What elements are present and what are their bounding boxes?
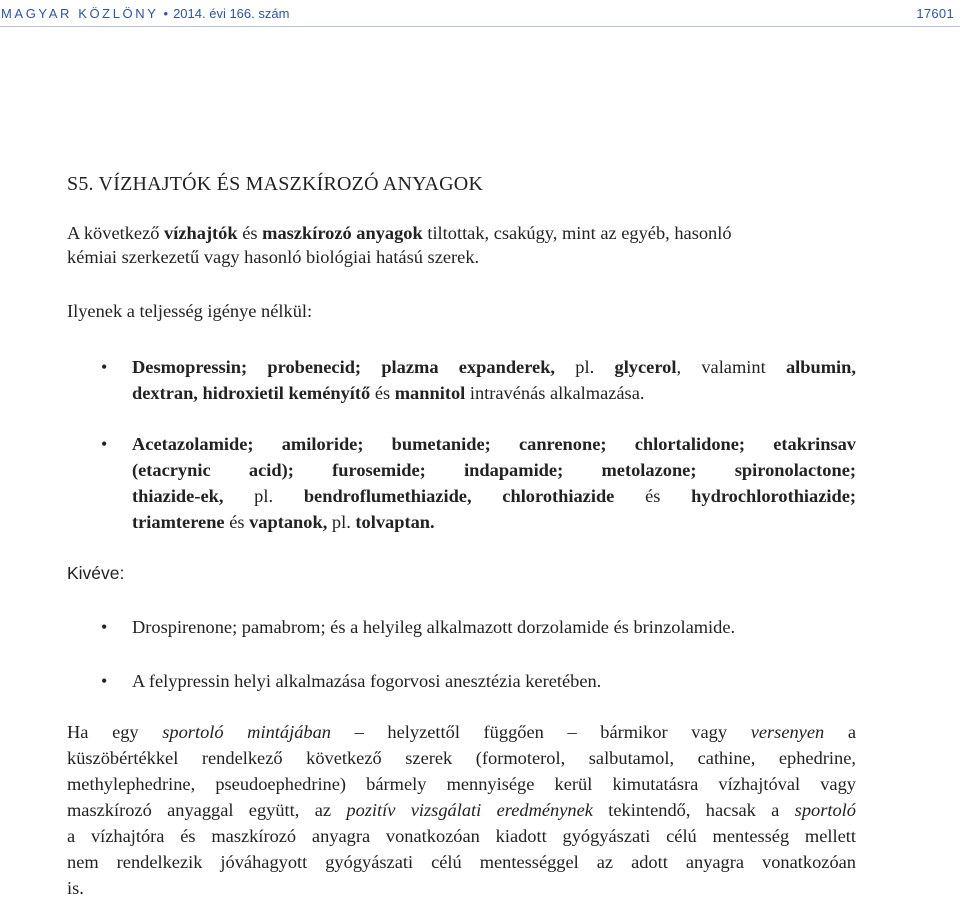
intro-paragraph: [67, 221, 857, 269]
list-item-1: [132, 354, 856, 406]
closing-line-4: maszkírozó anyaggal együtt, az pozitív vizsgálati eredménynek tekintendő, hacsak a sportoló: [67, 800, 856, 820]
except-item-1: Drospirenone; pamabrom; és a helyileg alkalmazott dorzolamide és brinzolamide.: [132, 617, 736, 637]
bullet-icon: •: [101, 671, 108, 691]
list-item-2-line-4: triamterene és vaptanok, pl. tolvaptan.: [132, 512, 435, 532]
bullet-icon: •: [101, 434, 108, 454]
issue-number: 2014. évi 166. szám: [173, 6, 290, 21]
list-item-2-line-2: (etacrynic acid); furosemide; indapamide; metolazone; spironolactone;: [132, 460, 856, 480]
bullet-icon: •: [101, 617, 108, 637]
closing-line-7: is.: [67, 878, 84, 898]
page-number: 17601: [916, 6, 954, 21]
closing-line-1: Ha egy sportoló mintájában – helyzettől függően – bármikor vagy versenyen a: [67, 722, 857, 742]
header-separator: •: [163, 6, 169, 21]
closing-line-5: a vízhajtóra és maszkírozó anyagra vonatkozóan kiadott gyógyászati célú mentesség mellett: [67, 826, 856, 846]
closing-paragraph: [67, 719, 856, 901]
intro-line-2: kémiai szerkezetű vagy hasonló biológiai hatású szerek.: [67, 247, 480, 267]
list-item-2-line-1: Acetazolamide; amiloride; bumetanide; canrenone; chlortalidone; etakrinsav: [132, 434, 856, 454]
header-divider: [0, 26, 960, 27]
list-item-2-line-3: thiazide-ek, pl. bendroflumethiazide, chlorothiazide és hydrochlorothiazide;: [132, 486, 857, 506]
listing-intro: Ilyenek a teljesség igénye nélkül:: [67, 301, 313, 321]
list-item-1-line-2: dextran, hidroxietil keményítő és mannitol intravénás alkalmazása.: [132, 383, 645, 403]
section-title: S5. VÍZHAJTÓK ÉS MASZKÍROZÓ ANYAGOK: [67, 173, 484, 195]
except-label: Kivéve:: [67, 563, 125, 583]
journal-title: MAGYAR KÖZLÖNY • 2014. évi 166. szám: [1, 6, 290, 21]
intro-line-1: A következő vízhajtók és maszkírozó anyagok tiltottak, csakúgy, mint az egyéb, hasonló: [67, 223, 732, 243]
closing-line-6: nem rendelkezik jóváhagyott gyógyászati célú mentességgel az adott anyagra vonatkozóan: [67, 852, 856, 872]
list-item-1-line-1: Desmopressin; probenecid; plazma expanderek, pl. glycerol, valamint albumin,: [132, 357, 856, 377]
except-item-2: A felypressin helyi alkalmazása fogorvosi anesztézia keretében.: [132, 671, 602, 691]
closing-line-2: küszöbértékkel rendelkező következő szerek (formoterol, salbutamol, cathine, ephedrine,: [67, 748, 856, 768]
bullet-icon: •: [101, 357, 108, 377]
list-item-2: [132, 431, 856, 535]
closing-line-3: methylephedrine, pseudoephedrine) bármely mennyisége kerül kimutatásra vízhajtóval vagy: [67, 774, 856, 794]
